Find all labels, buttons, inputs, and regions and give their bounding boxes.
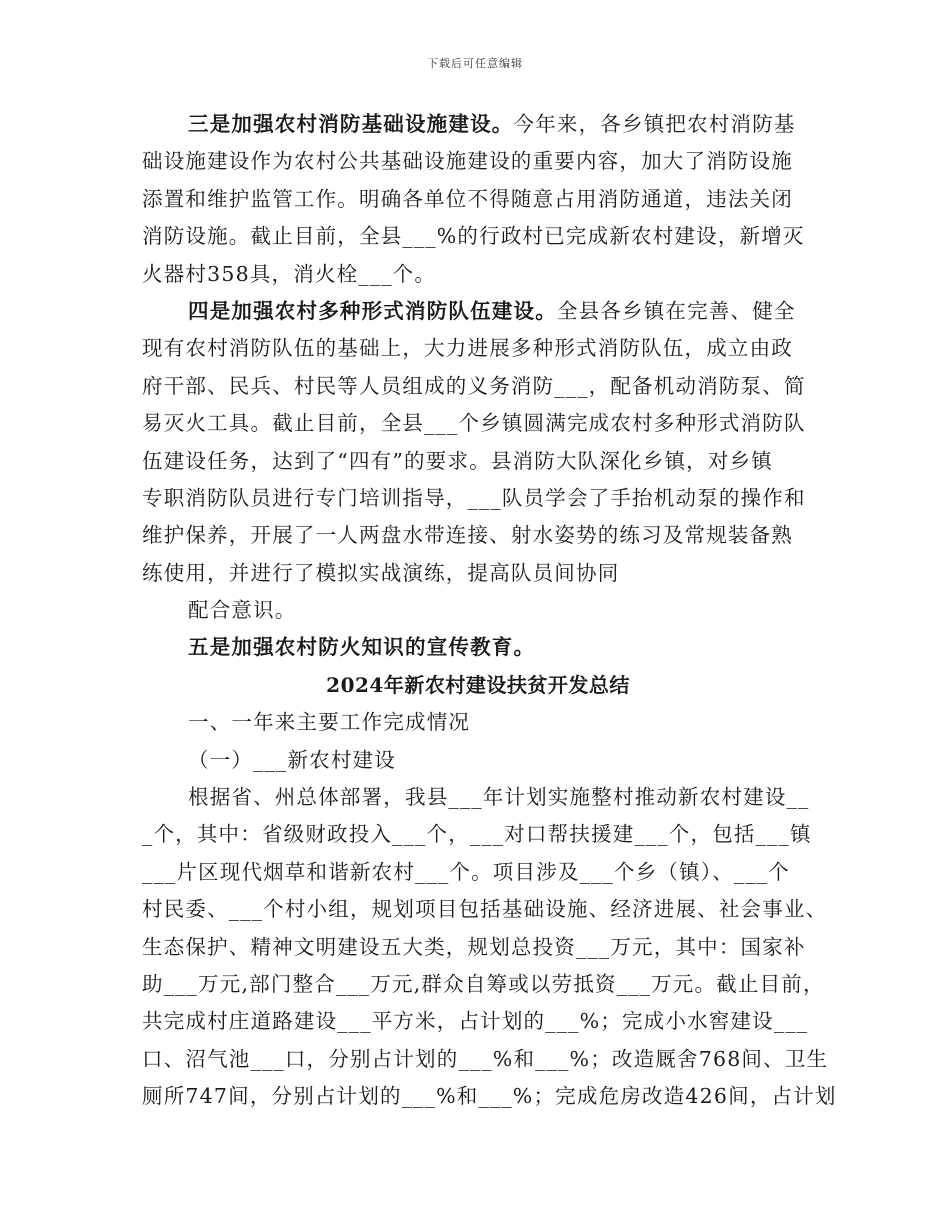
- paragraph-line: 消防设施。截止目前，全县___%的行政村已完成新农村建设，新增灭: [142, 224, 805, 249]
- paragraph-text: 全县各乡镇在完善、健全: [556, 298, 796, 323]
- paragraph-text: 今年来，各乡镇把农村消防基: [513, 112, 796, 136]
- paragraph-line: 练使用，并进行了模拟实战演练，提高队员间协同: [142, 560, 620, 585]
- paragraph-line: 易灭火工具。截止目前，全县___个乡镇圆满完成农村多种形式消防队: [142, 411, 806, 436]
- paragraph-line: 厕所747间，分别占计划的___%和___%；完成危房改造426间，占计划: [142, 1084, 837, 1109]
- paragraph-line: 村民委、___个村小组，规划项目包括基础设施、经济进展、社会事业、: [142, 897, 828, 922]
- paragraph-line: 伍建设任务，达到了“四有”的要求。县消防大队深化乡镇，对乡镇: [142, 448, 773, 473]
- paragraph-line: 助___万元,部门整合___万元,群众自筹或以劳抵资___万元。截止目前，: [142, 971, 825, 996]
- report-title: 2024年新农村建设扶贫开发总结: [326, 672, 630, 697]
- paragraph-line: 专职消防队员进行专门培训指导，___队员学会了手抬机动泵的操作和: [142, 485, 806, 510]
- section-heading: 三是加强农村消防基础设施建设。: [188, 112, 514, 136]
- paragraph-line: 口、沼气池___口，分别占计划的___%和___%；改造厩舍768间、卫生: [142, 1046, 829, 1071]
- paragraph-line: 现有农村消防队伍的基础上，大力进展多种形式消防队伍，成立由政: [142, 336, 793, 361]
- section-heading: 五是加强农村防火知识的宣传教育。: [188, 635, 536, 660]
- paragraph-line: [142, 106, 814, 143]
- paragraph-line: 生态保护、精神文明建设五大类，规划总投资___万元，其中：国家补: [142, 934, 806, 959]
- paragraph-line: [142, 293, 814, 330]
- paragraph-line: 础设施建设作为农村公共基础设施建设的重要内容，加大了消防设施: [142, 149, 793, 174]
- document-body: [142, 106, 837, 1116]
- part-heading: 一、一年来主要工作完成情况: [188, 710, 471, 735]
- section-heading: 四是加强农村多种形式消防队伍建设。: [188, 298, 557, 323]
- paragraph-line: 添置和维护监管工作。明确各单位不得随意占用消防通道，违法关闭: [142, 186, 793, 211]
- paragraph-line: 配合意识。: [188, 598, 297, 623]
- paragraph-line: _个，其中：省级财政投入___个，___对口帮扶援建___个，包括___镇: [142, 822, 812, 847]
- paragraph-line: 府干部、民兵、村民等人员组成的义务消防___，配备机动消防泵、简: [142, 373, 806, 398]
- paragraph-line: ___片区现代烟草和谐新农村___个。项目涉及___个乡（镇）、___个: [142, 859, 790, 884]
- header-note: 下载后可任意编辑: [427, 57, 523, 70]
- paragraph-line: 火器村358具，消火栓___个。: [142, 261, 437, 286]
- paragraph-line: 共完成村庄道路建设___平方米，占计划的___%；完成小水窖建设___: [142, 1009, 809, 1034]
- paragraph-line: 维护保养，开展了一人两盘水带连接、射水姿势的练习及常规装备熟: [142, 523, 793, 548]
- sub-heading: （一）___新农村建设: [188, 747, 396, 772]
- paragraph-line: 根据省、州总体部署，我县___年计划实施整村推动新农村建设__: [188, 785, 810, 810]
